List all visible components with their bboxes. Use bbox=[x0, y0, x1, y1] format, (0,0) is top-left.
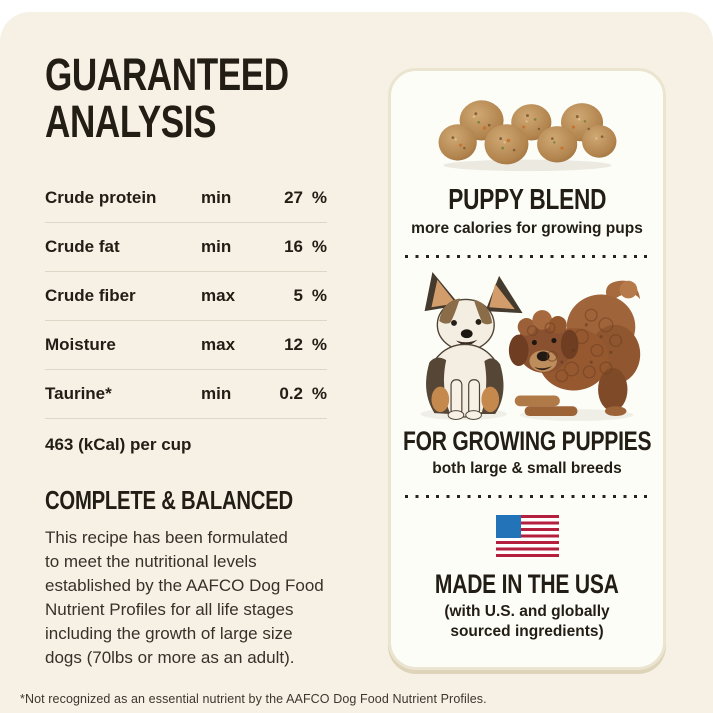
complete-balanced-body bbox=[45, 526, 337, 670]
calories-per-cup: 463 (kCal) per cup bbox=[45, 434, 192, 454]
footnote: *Not recognized as an essential nutrient by the AAFCO Dog Food Nutrient Profiles. bbox=[20, 692, 487, 706]
kibble-image bbox=[430, 85, 625, 173]
nutrient-label: Crude fat bbox=[45, 236, 120, 256]
feature-card bbox=[388, 68, 666, 670]
nutrient-basis: max bbox=[201, 334, 236, 354]
puppies-image bbox=[405, 266, 650, 421]
made-in-usa-subtitle: (with U.S. and globally sourced ingredients) bbox=[444, 603, 610, 640]
section-title bbox=[45, 49, 337, 147]
kibble-photo bbox=[430, 85, 625, 178]
body-line: dogs (70lbs or more as an adult). bbox=[45, 647, 295, 667]
nutrient-value: 27 bbox=[284, 187, 303, 207]
body-line: Nutrient Profiles for all life stages bbox=[45, 599, 294, 619]
dotted-divider bbox=[405, 255, 649, 258]
nutrient-unit: % bbox=[311, 236, 327, 256]
guaranteed-analysis-section bbox=[45, 49, 337, 670]
title-line-2: ANALYSIS bbox=[45, 95, 217, 147]
nutrient-basis: min bbox=[201, 383, 232, 403]
nutrient-unit: % bbox=[311, 383, 327, 403]
body-line: established by the AAFCO Dog Food bbox=[45, 575, 324, 595]
nutrient-label: Taurine* bbox=[45, 383, 112, 403]
doodle-puppy bbox=[508, 281, 639, 416]
nutrient-value: 16 bbox=[284, 236, 303, 256]
growing-puppies-title: FOR GROWING PUPPIES bbox=[402, 426, 652, 456]
product-info-panel bbox=[0, 12, 713, 713]
puppy-blend-title: PUPPY BLEND bbox=[448, 184, 606, 216]
nutrient-label: Crude protein bbox=[45, 187, 157, 207]
body-line: This recipe has been formulated bbox=[45, 527, 288, 547]
made-in-usa-title: MADE IN THE USA bbox=[435, 569, 619, 599]
nutrient-unit: % bbox=[311, 334, 327, 354]
nutrient-value: 5 bbox=[293, 285, 303, 305]
table-row bbox=[45, 370, 327, 419]
table-row bbox=[45, 272, 327, 321]
table-row bbox=[45, 321, 327, 370]
us-flag-icon bbox=[496, 515, 559, 557]
nutrient-label: Crude fiber bbox=[45, 285, 136, 305]
nutrient-basis: min bbox=[201, 236, 232, 256]
puppy-blend-subtitle: more calories for growing pups bbox=[411, 220, 643, 237]
nutrient-label: Moisture bbox=[45, 334, 116, 354]
puppies-illustration bbox=[405, 266, 650, 426]
corgi-puppy bbox=[424, 272, 522, 419]
body-line: to meet the nutritional levels bbox=[45, 551, 257, 571]
title-line-1: GUARANTEED bbox=[45, 49, 289, 100]
table-row bbox=[45, 174, 327, 223]
complete-balanced-heading: COMPLETE & BALANCED bbox=[45, 484, 293, 515]
body-line: including the growth of large size bbox=[45, 623, 293, 643]
nutrient-value: 12 bbox=[284, 334, 303, 354]
flag-canton bbox=[496, 515, 521, 538]
nutrient-unit: % bbox=[311, 285, 327, 305]
nutrient-basis: min bbox=[201, 187, 232, 207]
dotted-divider bbox=[405, 495, 649, 498]
nutrient-value: 0.2 bbox=[279, 383, 303, 403]
nutrient-basis: max bbox=[201, 285, 236, 305]
nutrient-unit: % bbox=[311, 187, 327, 207]
analysis-table bbox=[45, 174, 327, 419]
table-row bbox=[45, 223, 327, 272]
growing-puppies-subtitle: both large & small breeds bbox=[432, 460, 622, 477]
